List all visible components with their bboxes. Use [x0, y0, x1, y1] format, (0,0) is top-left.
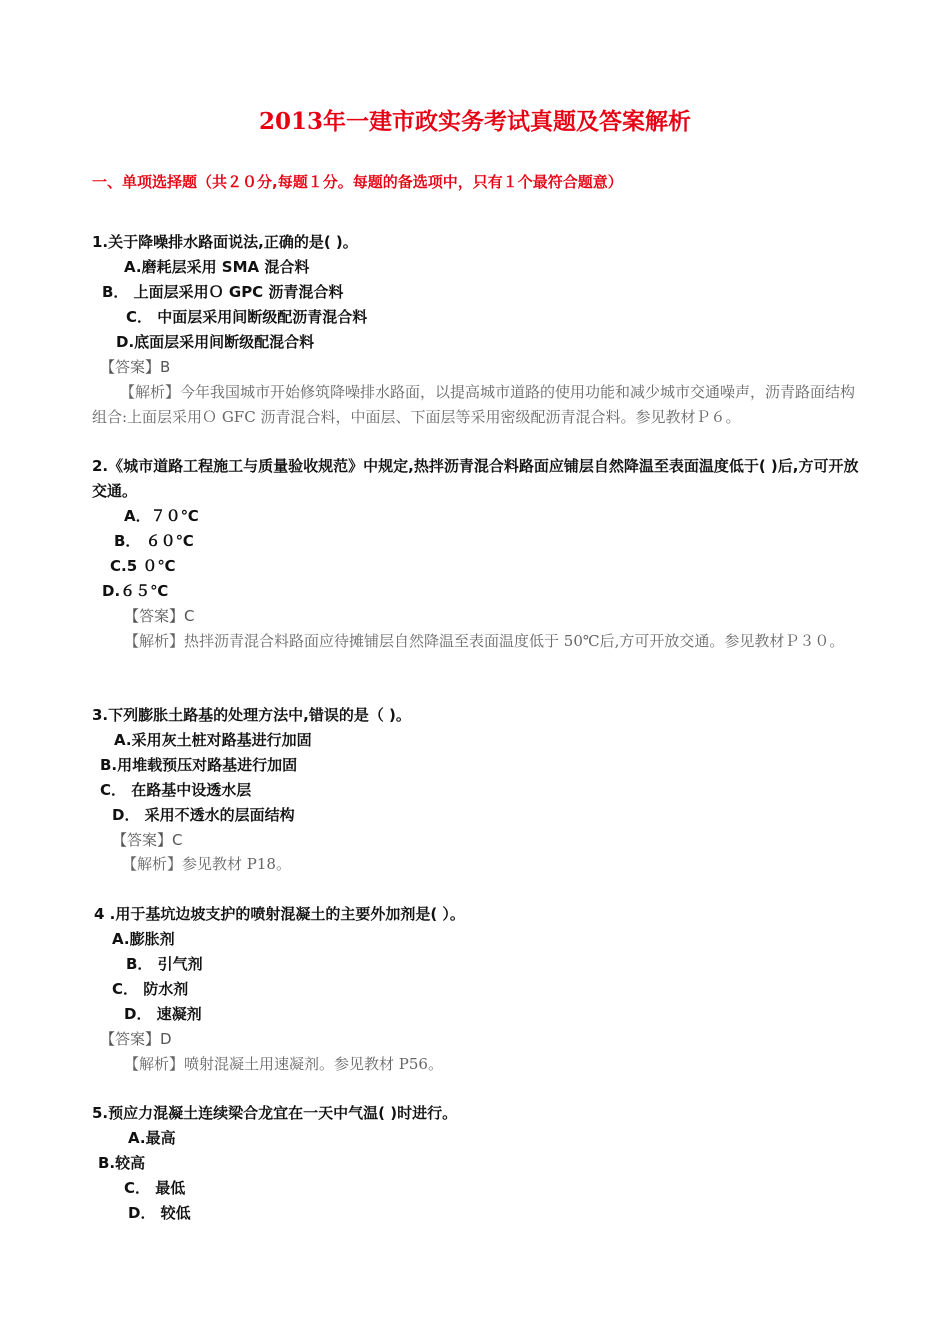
question-1-analysis: 【解析】今年我国城市开始修筑降噪排水路面，以提高城市道路的使用功能和减少城市交通噪声，沥青路面结构组合:上面层采用Ｏ GFC 沥青混合料，中面层、下面层等采用密级配沥青混合料。参见教材Ｐ６。 — [92, 383, 856, 426]
section-heading: 一、单项选择题（共２０分,每题１分。每题的备选项中，只有１个最符合题意） — [92, 173, 623, 191]
question-2-option-d: D.６５℃ — [102, 582, 169, 600]
question-1-stem: 1.关于降噪排水路面说法,正确的是( )。 — [92, 233, 358, 251]
question-3-analysis: 【解析】参见教材 P18。 — [122, 855, 291, 873]
question-3-option-a: A.采用灰土桩对路基进行加固 — [114, 731, 312, 749]
question-2-option-c: C.5 ０℃ — [110, 557, 176, 575]
question-4-option-d: D． 速凝剂 — [124, 1005, 202, 1023]
page-title: 2013年一建市政实务考试真题及答案解析 — [258, 108, 691, 135]
question-1-option-a: A.磨耗层采用 SMA 混合料 — [124, 258, 310, 276]
question-5-option-a: A.最高 — [128, 1129, 176, 1147]
question-5-stem: 5.预应力混凝土连续梁合龙宜在一天中气温( )时进行。 — [92, 1104, 458, 1122]
question-2-stem: 2.《城市道路工程施工与质量验收规范》中规定,热拌沥青混合料路面应铺层自然降温至表面温度低于( )后,方可开放交通。 — [92, 457, 859, 500]
question-3-option-d: D． 采用不透水的层面结构 — [112, 806, 295, 824]
question-3-answer: 【答案】C — [112, 831, 183, 849]
question-1-answer: 【答案】B — [100, 358, 171, 376]
question-1-option-d: D.底面层采用间断级配混合料 — [116, 333, 315, 351]
question-4-answer: 【答案】D — [100, 1030, 172, 1048]
question-5-option-c: C． 最低 — [124, 1179, 186, 1197]
question-4-option-a: A.膨胀剂 — [112, 930, 175, 948]
question-5-option-d: D． 较低 — [128, 1204, 191, 1222]
question-1-option-b: B． 上面层采用Ｏ GPC 沥青混合料 — [102, 283, 344, 301]
question-1-option-c: C． 中面层采用间断级配沥青混合料 — [126, 308, 368, 326]
question-4-stem: 4 .用于基坑边坡支护的喷射混凝土的主要外加剂是( ）。 — [94, 905, 465, 923]
question-2-answer: 【答案】C — [124, 607, 195, 625]
question-2-analysis: 【解析】热拌沥青混合料路面应待摊铺层自然降温至表面温度低于 50℃后,方可开放交通。参见教材Ｐ３０。 — [124, 632, 845, 650]
question-3-stem: 3.下列膨胀土路基的处理方法中,错误的是（ )。 — [92, 706, 411, 724]
question-4-option-b: B． 引气剂 — [126, 955, 203, 973]
question-2-option-b: B． ６０℃ — [114, 532, 194, 550]
question-5-option-b: B.较高 — [98, 1154, 146, 1172]
question-4-option-c: C． 防水剂 — [112, 980, 189, 998]
question-4-analysis: 【解析】喷射混凝土用速凝剂。参见教材 P56。 — [124, 1055, 443, 1073]
question-3-option-c: C． 在路基中设透水层 — [100, 781, 252, 799]
question-3-option-b: B.用堆载预压对路基进行加固 — [100, 756, 298, 774]
question-2-option-a: A．７０℃ — [124, 507, 199, 525]
